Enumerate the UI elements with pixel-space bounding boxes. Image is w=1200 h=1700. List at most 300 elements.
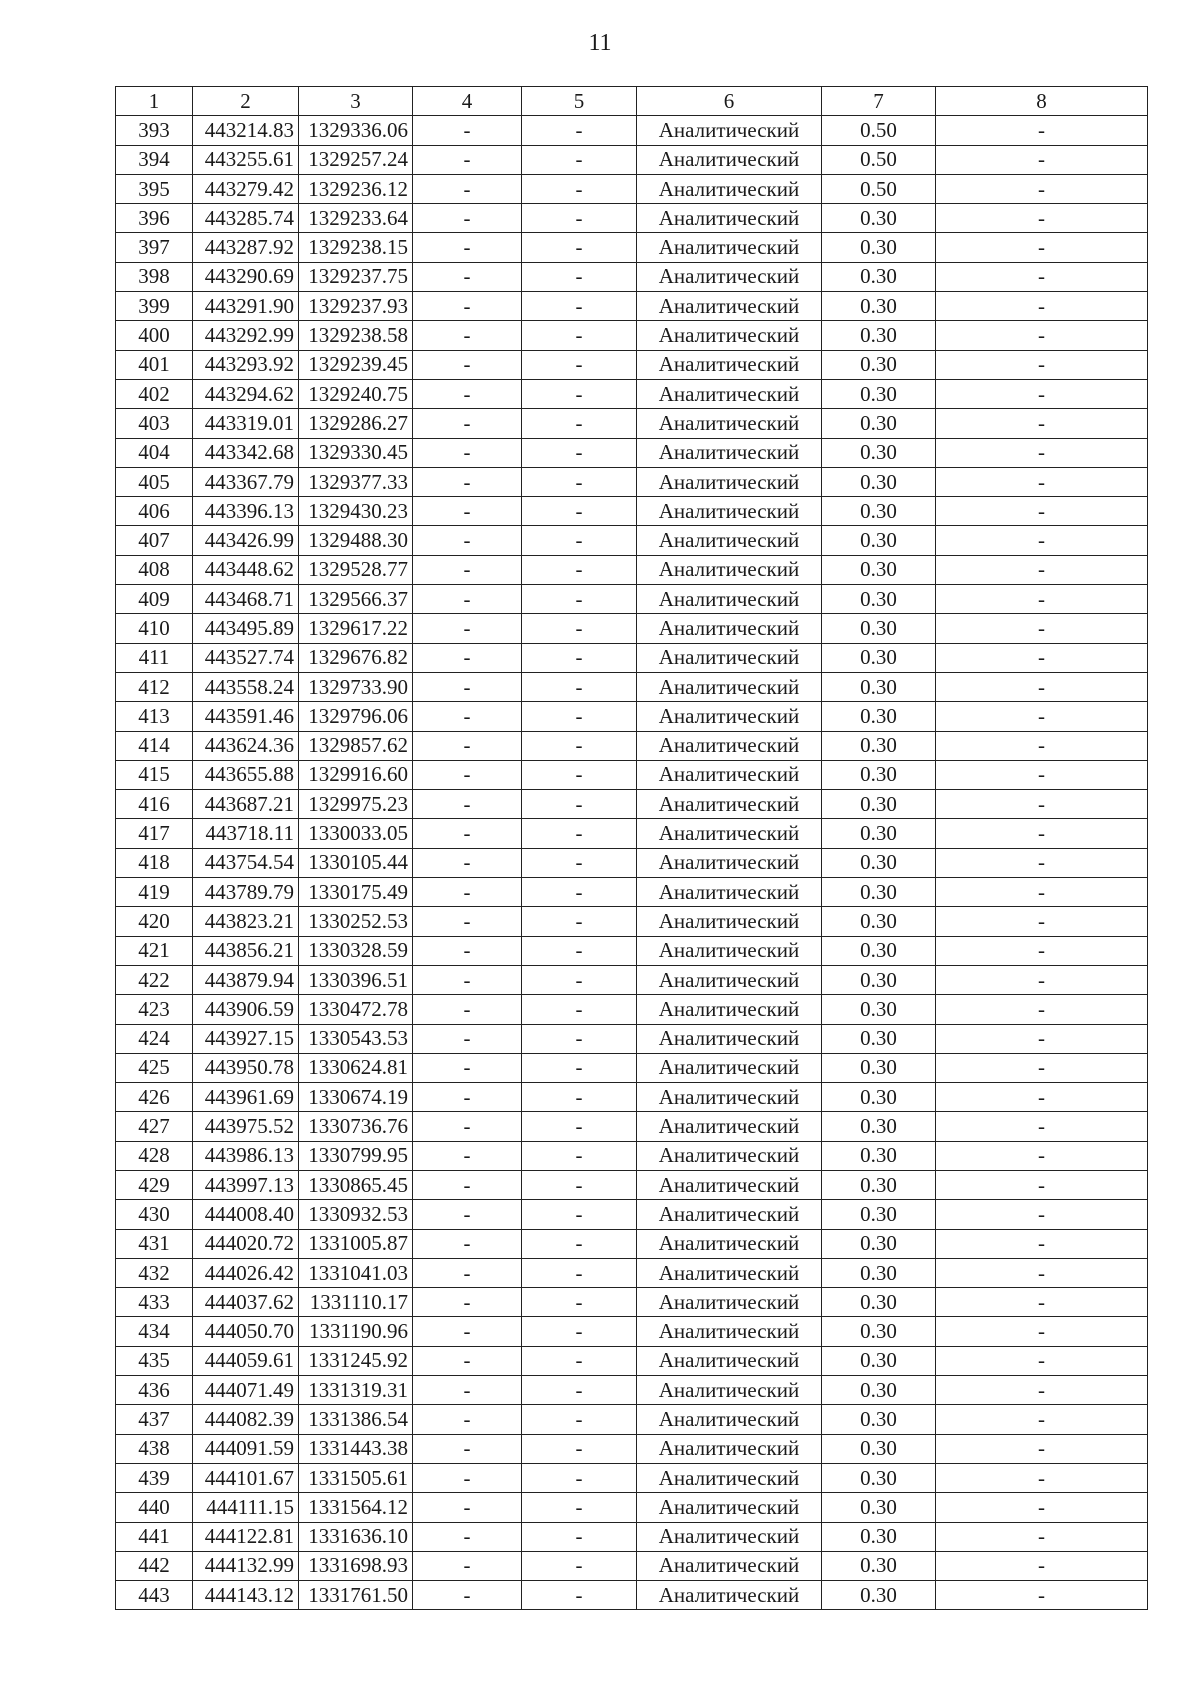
x-coordinate-cell: 443927.15	[193, 1024, 299, 1053]
table-row	[116, 760, 1148, 789]
column-5-cell: -	[522, 526, 637, 555]
point-number-cell: 393	[116, 116, 193, 145]
point-number-cell: 402	[116, 379, 193, 408]
accuracy-cell: 0.30	[822, 1229, 936, 1258]
accuracy-cell: 0.30	[822, 1434, 936, 1463]
method-cell: Аналитический	[637, 731, 822, 760]
table-row	[116, 1463, 1148, 1492]
column-4-cell: -	[413, 1376, 522, 1405]
x-coordinate-cell: 443856.21	[193, 936, 299, 965]
y-coordinate-cell: 1329257.24	[299, 145, 413, 174]
x-coordinate-cell: 443319.01	[193, 409, 299, 438]
column-5-cell: -	[522, 1258, 637, 1287]
x-coordinate-cell: 443214.83	[193, 116, 299, 145]
column-5-cell: -	[522, 1434, 637, 1463]
y-coordinate-cell: 1329566.37	[299, 585, 413, 614]
point-number-cell: 413	[116, 702, 193, 731]
table-row	[116, 995, 1148, 1024]
column-4-cell: -	[413, 526, 522, 555]
method-cell: Аналитический	[637, 1258, 822, 1287]
column-5-cell: -	[522, 731, 637, 760]
column-5-cell: -	[522, 848, 637, 877]
y-coordinate-cell: 1330105.44	[299, 848, 413, 877]
accuracy-cell: 0.30	[822, 555, 936, 584]
column-8-cell: -	[936, 145, 1148, 174]
column-4-cell: -	[413, 1551, 522, 1580]
column-8-cell: -	[936, 1141, 1148, 1170]
column-8-cell: -	[936, 1551, 1148, 1580]
table-row	[116, 585, 1148, 614]
column-8-cell: -	[936, 438, 1148, 467]
column-8-cell: -	[936, 350, 1148, 379]
x-coordinate-cell: 444020.72	[193, 1229, 299, 1258]
point-number-cell: 437	[116, 1405, 193, 1434]
column-8-cell: -	[936, 1200, 1148, 1229]
x-coordinate-cell: 444091.59	[193, 1434, 299, 1463]
column-8-cell: -	[936, 1083, 1148, 1112]
x-coordinate-cell: 443255.61	[193, 145, 299, 174]
column-5-cell: -	[522, 585, 637, 614]
column-4-cell: -	[413, 1581, 522, 1610]
method-cell: Аналитический	[637, 1112, 822, 1141]
point-number-cell: 406	[116, 497, 193, 526]
accuracy-cell: 0.30	[822, 1463, 936, 1492]
method-cell: Аналитический	[637, 1229, 822, 1258]
x-coordinate-cell: 443789.79	[193, 878, 299, 907]
table-row	[116, 174, 1148, 203]
method-cell: Аналитический	[637, 350, 822, 379]
column-8-cell: -	[936, 1288, 1148, 1317]
column-4-cell: -	[413, 409, 522, 438]
point-number-cell: 404	[116, 438, 193, 467]
method-cell: Аналитический	[637, 526, 822, 555]
y-coordinate-cell: 1329528.77	[299, 555, 413, 584]
point-number-cell: 395	[116, 174, 193, 203]
method-cell: Аналитический	[637, 965, 822, 994]
x-coordinate-cell: 443986.13	[193, 1141, 299, 1170]
column-5-cell: -	[522, 819, 637, 848]
column-8-cell: -	[936, 585, 1148, 614]
column-header-3: 3	[299, 87, 413, 116]
column-8-cell: -	[936, 1258, 1148, 1287]
y-coordinate-cell: 1329796.06	[299, 702, 413, 731]
table-row	[116, 878, 1148, 907]
accuracy-cell: 0.30	[822, 819, 936, 848]
column-4-cell: -	[413, 965, 522, 994]
point-number-cell: 431	[116, 1229, 193, 1258]
column-5-cell: -	[522, 1551, 637, 1580]
point-number-cell: 401	[116, 350, 193, 379]
column-4-cell: -	[413, 1493, 522, 1522]
table-row	[116, 731, 1148, 760]
column-8-cell: -	[936, 1317, 1148, 1346]
table-row	[116, 702, 1148, 731]
table-row	[116, 907, 1148, 936]
method-cell: Аналитический	[637, 1346, 822, 1375]
table-row	[116, 1346, 1148, 1375]
column-4-cell: -	[413, 848, 522, 877]
method-cell: Аналитический	[637, 1317, 822, 1346]
table-row	[116, 204, 1148, 233]
column-8-cell: -	[936, 1463, 1148, 1492]
point-number-cell: 418	[116, 848, 193, 877]
point-number-cell: 434	[116, 1317, 193, 1346]
accuracy-cell: 0.30	[822, 204, 936, 233]
column-5-cell: -	[522, 1376, 637, 1405]
method-cell: Аналитический	[637, 760, 822, 789]
column-8-cell: -	[936, 379, 1148, 408]
y-coordinate-cell: 1331698.93	[299, 1551, 413, 1580]
accuracy-cell: 0.30	[822, 614, 936, 643]
x-coordinate-cell: 444037.62	[193, 1288, 299, 1317]
y-coordinate-cell: 1329330.45	[299, 438, 413, 467]
column-4-cell: -	[413, 1434, 522, 1463]
column-5-cell: -	[522, 262, 637, 291]
coordinates-table	[115, 86, 1148, 1610]
column-5-cell: -	[522, 965, 637, 994]
table-row	[116, 467, 1148, 496]
method-cell: Аналитический	[637, 1170, 822, 1199]
column-4-cell: -	[413, 1083, 522, 1112]
method-cell: Аналитический	[637, 145, 822, 174]
y-coordinate-cell: 1330396.51	[299, 965, 413, 994]
point-number-cell: 426	[116, 1083, 193, 1112]
y-coordinate-cell: 1330865.45	[299, 1170, 413, 1199]
y-coordinate-cell: 1329430.23	[299, 497, 413, 526]
y-coordinate-cell: 1329236.12	[299, 174, 413, 203]
column-4-cell: -	[413, 702, 522, 731]
point-number-cell: 407	[116, 526, 193, 555]
column-4-cell: -	[413, 1463, 522, 1492]
y-coordinate-cell: 1330799.95	[299, 1141, 413, 1170]
column-5-cell: -	[522, 1288, 637, 1317]
accuracy-cell: 0.30	[822, 995, 936, 1024]
method-cell: Аналитический	[637, 1581, 822, 1610]
point-number-cell: 394	[116, 145, 193, 174]
accuracy-cell: 0.30	[822, 1317, 936, 1346]
column-4-cell: -	[413, 555, 522, 584]
column-5-cell: -	[522, 702, 637, 731]
column-5-cell: -	[522, 379, 637, 408]
table-row	[116, 1024, 1148, 1053]
method-cell: Аналитический	[637, 292, 822, 321]
column-5-cell: -	[522, 1112, 637, 1141]
column-header-7: 7	[822, 87, 936, 116]
column-8-cell: -	[936, 555, 1148, 584]
column-5-cell: -	[522, 1170, 637, 1199]
accuracy-cell: 0.30	[822, 585, 936, 614]
method-cell: Аналитический	[637, 497, 822, 526]
method-cell: Аналитический	[637, 321, 822, 350]
column-8-cell: -	[936, 878, 1148, 907]
column-8-cell: -	[936, 233, 1148, 262]
column-8-cell: -	[936, 1053, 1148, 1082]
point-number-cell: 398	[116, 262, 193, 291]
column-4-cell: -	[413, 936, 522, 965]
column-5-cell: -	[522, 1083, 637, 1112]
column-5-cell: -	[522, 995, 637, 1024]
column-5-cell: -	[522, 467, 637, 496]
x-coordinate-cell: 444101.67	[193, 1463, 299, 1492]
accuracy-cell: 0.30	[822, 321, 936, 350]
column-4-cell: -	[413, 995, 522, 1024]
point-number-cell: 410	[116, 614, 193, 643]
column-8-cell: -	[936, 848, 1148, 877]
column-8-cell: -	[936, 731, 1148, 760]
column-4-cell: -	[413, 1288, 522, 1317]
column-5-cell: -	[522, 614, 637, 643]
point-number-cell: 409	[116, 585, 193, 614]
table-row	[116, 1170, 1148, 1199]
column-5-cell: -	[522, 1346, 637, 1375]
table-row	[116, 292, 1148, 321]
column-8-cell: -	[936, 1024, 1148, 1053]
column-5-cell: -	[522, 409, 637, 438]
point-number-cell: 424	[116, 1024, 193, 1053]
accuracy-cell: 0.50	[822, 145, 936, 174]
method-cell: Аналитический	[637, 1083, 822, 1112]
accuracy-cell: 0.30	[822, 350, 936, 379]
column-4-cell: -	[413, 1229, 522, 1258]
table-row	[116, 1229, 1148, 1258]
column-4-cell: -	[413, 760, 522, 789]
accuracy-cell: 0.30	[822, 790, 936, 819]
column-8-cell: -	[936, 1346, 1148, 1375]
column-5-cell: -	[522, 174, 637, 203]
column-4-cell: -	[413, 233, 522, 262]
x-coordinate-cell: 443997.13	[193, 1170, 299, 1199]
column-5-cell: -	[522, 292, 637, 321]
table-row	[116, 1376, 1148, 1405]
method-cell: Аналитический	[637, 1551, 822, 1580]
method-cell: Аналитический	[637, 848, 822, 877]
accuracy-cell: 0.30	[822, 379, 936, 408]
accuracy-cell: 0.30	[822, 262, 936, 291]
table-row	[116, 790, 1148, 819]
column-8-cell: -	[936, 467, 1148, 496]
column-4-cell: -	[413, 1141, 522, 1170]
column-8-cell: -	[936, 262, 1148, 291]
column-5-cell: -	[522, 233, 637, 262]
column-5-cell: -	[522, 1581, 637, 1610]
table-row	[116, 1141, 1148, 1170]
accuracy-cell: 0.30	[822, 467, 936, 496]
method-cell: Аналитический	[637, 1024, 822, 1053]
x-coordinate-cell: 443906.59	[193, 995, 299, 1024]
accuracy-cell: 0.30	[822, 1112, 936, 1141]
x-coordinate-cell: 443448.62	[193, 555, 299, 584]
point-number-cell: 432	[116, 1258, 193, 1287]
accuracy-cell: 0.30	[822, 292, 936, 321]
table-row	[116, 1112, 1148, 1141]
column-5-cell: -	[522, 760, 637, 789]
accuracy-cell: 0.30	[822, 1083, 936, 1112]
accuracy-cell: 0.30	[822, 1376, 936, 1405]
point-number-cell: 415	[116, 760, 193, 789]
point-number-cell: 440	[116, 1493, 193, 1522]
method-cell: Аналитический	[637, 702, 822, 731]
accuracy-cell: 0.30	[822, 1346, 936, 1375]
column-4-cell: -	[413, 790, 522, 819]
point-number-cell: 408	[116, 555, 193, 584]
column-8-cell: -	[936, 819, 1148, 848]
column-8-cell: -	[936, 643, 1148, 672]
column-8-cell: -	[936, 292, 1148, 321]
column-4-cell: -	[413, 907, 522, 936]
accuracy-cell: 0.30	[822, 1170, 936, 1199]
table-row	[116, 350, 1148, 379]
column-5-cell: -	[522, 1200, 637, 1229]
column-5-cell: -	[522, 1493, 637, 1522]
column-8-cell: -	[936, 1229, 1148, 1258]
point-number-cell: 442	[116, 1551, 193, 1580]
table-row	[116, 614, 1148, 643]
method-cell: Аналитический	[637, 174, 822, 203]
table-row	[116, 1288, 1148, 1317]
accuracy-cell: 0.30	[822, 1581, 936, 1610]
y-coordinate-cell: 1331564.12	[299, 1493, 413, 1522]
column-4-cell: -	[413, 438, 522, 467]
column-4-cell: -	[413, 731, 522, 760]
column-4-cell: -	[413, 1200, 522, 1229]
column-5-cell: -	[522, 497, 637, 526]
point-number-cell: 397	[116, 233, 193, 262]
column-4-cell: -	[413, 643, 522, 672]
accuracy-cell: 0.30	[822, 731, 936, 760]
column-8-cell: -	[936, 1522, 1148, 1551]
y-coordinate-cell: 1331761.50	[299, 1581, 413, 1610]
x-coordinate-cell: 443718.11	[193, 819, 299, 848]
method-cell: Аналитический	[637, 555, 822, 584]
point-number-cell: 411	[116, 643, 193, 672]
column-8-cell: -	[936, 672, 1148, 701]
table-header-row	[116, 87, 1148, 116]
column-5-cell: -	[522, 438, 637, 467]
method-cell: Аналитический	[637, 204, 822, 233]
x-coordinate-cell: 443879.94	[193, 965, 299, 994]
table-row	[116, 379, 1148, 408]
y-coordinate-cell: 1331443.38	[299, 1434, 413, 1463]
y-coordinate-cell: 1331190.96	[299, 1317, 413, 1346]
table-row	[116, 409, 1148, 438]
y-coordinate-cell: 1329286.27	[299, 409, 413, 438]
y-coordinate-cell: 1329238.15	[299, 233, 413, 262]
method-cell: Аналитический	[637, 995, 822, 1024]
column-5-cell: -	[522, 907, 637, 936]
point-number-cell: 441	[116, 1522, 193, 1551]
x-coordinate-cell: 443754.54	[193, 848, 299, 877]
accuracy-cell: 0.30	[822, 878, 936, 907]
column-5-cell: -	[522, 1141, 637, 1170]
point-number-cell: 443	[116, 1581, 193, 1610]
y-coordinate-cell: 1330472.78	[299, 995, 413, 1024]
column-5-cell: -	[522, 116, 637, 145]
method-cell: Аналитический	[637, 1141, 822, 1170]
column-8-cell: -	[936, 174, 1148, 203]
accuracy-cell: 0.50	[822, 116, 936, 145]
accuracy-cell: 0.30	[822, 233, 936, 262]
y-coordinate-cell: 1330175.49	[299, 878, 413, 907]
x-coordinate-cell: 443292.99	[193, 321, 299, 350]
method-cell: Аналитический	[637, 878, 822, 907]
x-coordinate-cell: 444122.81	[193, 1522, 299, 1551]
x-coordinate-cell: 444026.42	[193, 1258, 299, 1287]
column-8-cell: -	[936, 1405, 1148, 1434]
point-number-cell: 438	[116, 1434, 193, 1463]
column-4-cell: -	[413, 878, 522, 907]
point-number-cell: 419	[116, 878, 193, 907]
column-4-cell: -	[413, 292, 522, 321]
accuracy-cell: 0.30	[822, 1024, 936, 1053]
accuracy-cell: 0.30	[822, 936, 936, 965]
method-cell: Аналитический	[637, 1434, 822, 1463]
column-4-cell: -	[413, 1317, 522, 1346]
table-row	[116, 1581, 1148, 1610]
y-coordinate-cell: 1329733.90	[299, 672, 413, 701]
y-coordinate-cell: 1329239.45	[299, 350, 413, 379]
column-8-cell: -	[936, 936, 1148, 965]
column-4-cell: -	[413, 1170, 522, 1199]
column-header-2: 2	[193, 87, 299, 116]
x-coordinate-cell: 443287.92	[193, 233, 299, 262]
column-5-cell: -	[522, 790, 637, 819]
table-row	[116, 1405, 1148, 1434]
column-5-cell: -	[522, 555, 637, 584]
table-row	[116, 936, 1148, 965]
point-number-cell: 400	[116, 321, 193, 350]
y-coordinate-cell: 1331636.10	[299, 1522, 413, 1551]
y-coordinate-cell: 1329676.82	[299, 643, 413, 672]
column-8-cell: -	[936, 409, 1148, 438]
point-number-cell: 428	[116, 1141, 193, 1170]
point-number-cell: 423	[116, 995, 193, 1024]
accuracy-cell: 0.30	[822, 1288, 936, 1317]
column-8-cell: -	[936, 526, 1148, 555]
table-row	[116, 1083, 1148, 1112]
x-coordinate-cell: 444111.15	[193, 1493, 299, 1522]
point-number-cell: 417	[116, 819, 193, 848]
method-cell: Аналитический	[637, 614, 822, 643]
column-4-cell: -	[413, 614, 522, 643]
y-coordinate-cell: 1329975.23	[299, 790, 413, 819]
x-coordinate-cell: 443950.78	[193, 1053, 299, 1082]
method-cell: Аналитический	[637, 1405, 822, 1434]
method-cell: Аналитический	[637, 819, 822, 848]
accuracy-cell: 0.30	[822, 1551, 936, 1580]
column-8-cell: -	[936, 1493, 1148, 1522]
method-cell: Аналитический	[637, 1376, 822, 1405]
accuracy-cell: 0.30	[822, 702, 936, 731]
table-row	[116, 1200, 1148, 1229]
x-coordinate-cell: 444143.12	[193, 1581, 299, 1610]
column-5-cell: -	[522, 643, 637, 672]
accuracy-cell: 0.30	[822, 1405, 936, 1434]
table-row	[116, 1493, 1148, 1522]
point-number-cell: 436	[116, 1376, 193, 1405]
x-coordinate-cell: 443285.74	[193, 204, 299, 233]
column-5-cell: -	[522, 321, 637, 350]
point-number-cell: 439	[116, 1463, 193, 1492]
point-number-cell: 416	[116, 790, 193, 819]
point-number-cell: 405	[116, 467, 193, 496]
y-coordinate-cell: 1330674.19	[299, 1083, 413, 1112]
y-coordinate-cell: 1329238.58	[299, 321, 413, 350]
y-coordinate-cell: 1330624.81	[299, 1053, 413, 1082]
column-header-5: 5	[522, 87, 637, 116]
column-5-cell: -	[522, 936, 637, 965]
y-coordinate-cell: 1329488.30	[299, 526, 413, 555]
column-8-cell: -	[936, 116, 1148, 145]
